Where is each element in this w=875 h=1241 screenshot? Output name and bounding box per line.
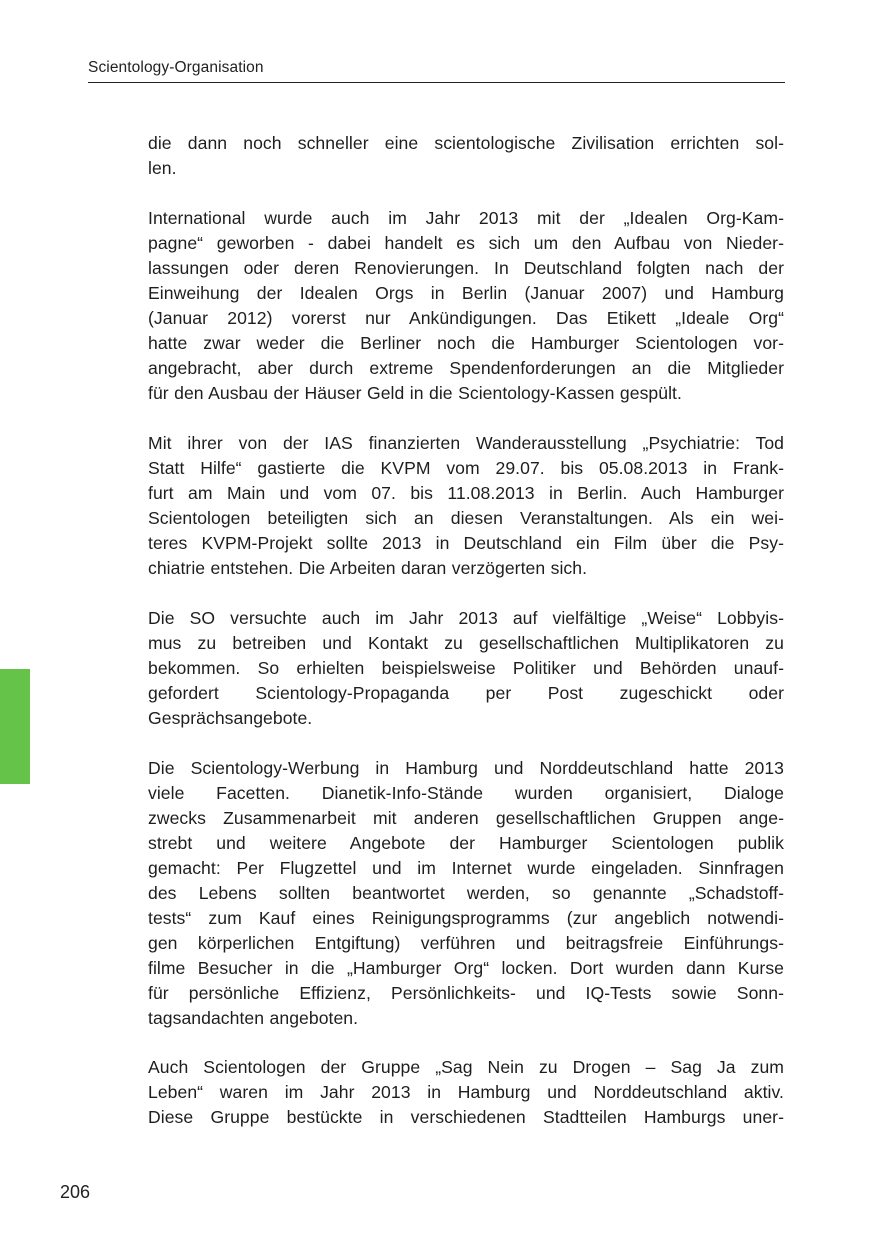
- text-line: die dann noch schneller eine scientologische Zivilisation errichten sol-: [148, 133, 784, 153]
- header-rule: [88, 82, 785, 83]
- text-line: Diese Gruppe bestückte in verschiedenen Stadtteilen Hamburgs uner-: [148, 1107, 784, 1127]
- text-line: gefordert Scientology-Propaganda per Post zugeschickt oder: [148, 683, 784, 703]
- text-line: bekommen. So erhielten beispielsweise Politiker und Behörden unauf-: [148, 658, 784, 678]
- text-line: zwecks Zusammenarbeit mit anderen gesellschaftlichen Gruppen ange-: [148, 808, 784, 828]
- running-header-title: Scientology-Organisation: [88, 59, 264, 76]
- text-line: des Lebens sollten beantwortet werden, so genannte „Schadstoff-: [148, 883, 784, 903]
- paragraph-4: [148, 606, 784, 731]
- text-line: hatte zwar weder die Berliner noch die Hamburger Scientologen vor-: [148, 333, 784, 353]
- text-line: viele Facetten. Dianetik-Info-Stände wurden organisiert, Dialoge: [148, 783, 784, 803]
- chapter-thumb-tab: [0, 669, 30, 784]
- text-line: furt am Main und vom 07. bis 11.08.2013 in Berlin. Auch Hamburger: [148, 483, 784, 503]
- text-line: für persönliche Effizienz, Persönlichkeits- und IQ-Tests sowie Sonn-: [148, 983, 784, 1003]
- paragraph-6: [148, 1055, 784, 1130]
- text-line: tagsandachten angeboten.: [148, 1008, 359, 1028]
- text-line: mus zu betreiben und Kontakt zu gesellschaftlichen Multiplikatoren zu: [148, 633, 784, 653]
- text-line: gemacht: Per Flugzettel und im Internet wurde eingeladen. Sinnfragen: [148, 858, 784, 878]
- text-line: Auch Scientologen der Gruppe „Sag Nein zu Drogen – Sag Ja zum: [148, 1057, 784, 1077]
- paragraph-2: [148, 206, 784, 406]
- text-line: filme Besucher in die „Hamburger Org“ locken. Dort wurden dann Kurse: [148, 958, 784, 978]
- text-line: Leben“ waren im Jahr 2013 in Hamburg und Norddeutschland aktiv.: [148, 1082, 784, 1102]
- text-line: teres KVPM-Projekt sollte 2013 in Deutschland ein Film über die Psy-: [148, 533, 784, 553]
- paragraph-3: [148, 431, 784, 581]
- text-line: Einweihung der Idealen Orgs in Berlin (Januar 2007) und Hamburg: [148, 283, 784, 303]
- text-line: chiatrie entstehen. Die Arbeiten daran verzögerten sich.: [148, 558, 588, 578]
- text-line: (Januar 2012) vorerst nur Ankündigungen. Das Etikett „Ideale Org“: [148, 308, 784, 328]
- text-line: gen körperlichen Entgiftung) verführen und beitragsfreie Einführungs-: [148, 933, 784, 953]
- page-number: 206: [60, 1182, 91, 1202]
- text-line: Statt Hilfe“ gastierte die KVPM vom 29.07. bis 05.08.2013 in Frank-: [148, 458, 784, 478]
- text-line: strebt und weitere Angebote der Hamburger Scientologen publik: [148, 833, 784, 853]
- text-line: für den Ausbau der Häuser Geld in die Scientology-Kassen gespült.: [148, 383, 682, 403]
- text-line: Scientologen beteiligten sich an diesen Veranstaltungen. Als ein wei-: [148, 508, 784, 528]
- text-line: tests“ zum Kauf eines Reinigungsprogramms (zur angeblich notwendi-: [148, 908, 784, 928]
- text-line: pagne“ geworben - dabei handelt es sich um den Aufbau von Nieder-: [148, 233, 784, 253]
- text-line: Die Scientology-Werbung in Hamburg und Norddeutschland hatte 2013: [148, 758, 784, 778]
- text-line: International wurde auch im Jahr 2013 mit der „Idealen Org-Kam-: [148, 208, 784, 228]
- text-line: angebracht, aber durch extreme Spendenforderungen an die Mitglieder: [148, 358, 784, 378]
- text-line: lassungen oder deren Renovierungen. In Deutschland folgten nach der: [148, 258, 784, 278]
- text-line: Die SO versuchte auch im Jahr 2013 auf vielfältige „Weise“ Lobbyis-: [148, 608, 784, 628]
- text-line: len.: [148, 158, 177, 178]
- paragraph-1: [148, 131, 784, 181]
- paragraph-5: [148, 756, 784, 1031]
- text-line: Gesprächsangebote.: [148, 708, 313, 728]
- text-line: Mit ihrer von der IAS finanzierten Wanderausstellung „Psychiatrie: Tod: [148, 433, 784, 453]
